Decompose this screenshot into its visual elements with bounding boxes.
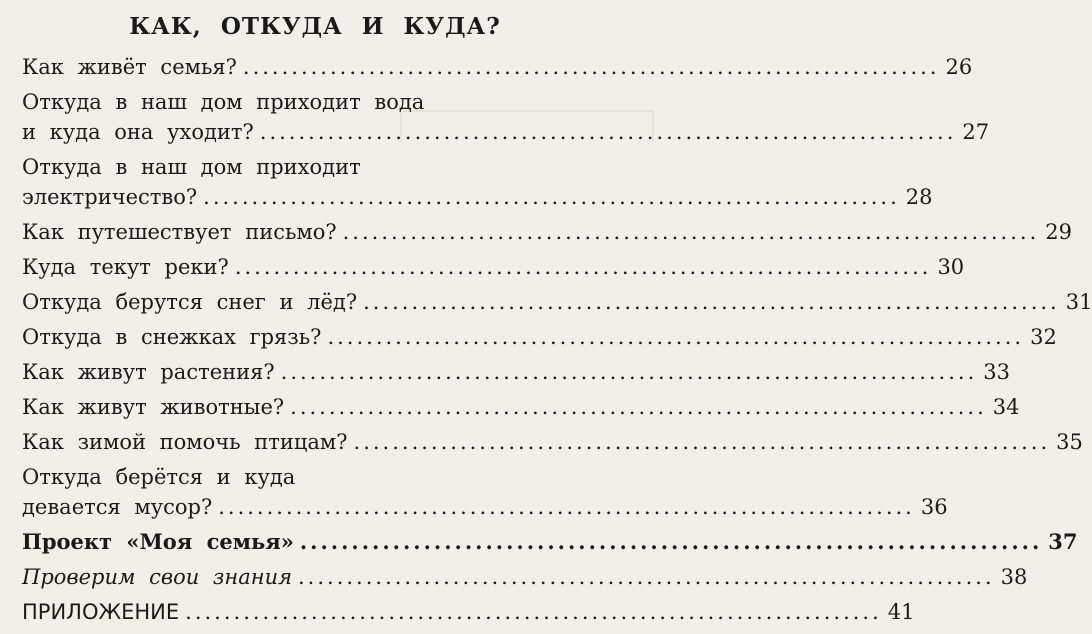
- dot-leader: ........................................................................: [299, 529, 1043, 554]
- section-title: КАК, ОТКУДА И КУДА?: [129, 13, 501, 40]
- toc-page-number: 32: [1030, 325, 1057, 349]
- toc-page-number: 34: [992, 395, 1020, 419]
- dot-leader: ........................................................................: [259, 120, 957, 144]
- toc-entry-label-line-2: девается мусор?: [22, 495, 213, 519]
- toc-entry-label-line-1: Откуда в наш дом приходит вода: [22, 90, 425, 114]
- table-of-contents: [22, 10, 1092, 632]
- toc-entry-label: Как живут растения?: [22, 360, 275, 384]
- toc-page-number: 33: [983, 360, 1010, 384]
- dot-leader: ........................................................................: [218, 495, 915, 519]
- toc-page-number: 36: [920, 495, 948, 519]
- toc-page-number: 28: [905, 185, 933, 209]
- dot-leader: ........................................................................: [280, 360, 978, 384]
- toc-entry-1[interactable]: [22, 52, 973, 82]
- toc-entry-6[interactable]: [22, 287, 1092, 317]
- toc-entry-label: ПРИЛОЖЕНИЕ: [22, 600, 180, 624]
- toc-entry-label: Проект «Моя семья»: [22, 529, 294, 554]
- toc-entry-label: Куда текут реки?: [22, 255, 229, 279]
- toc-entry-label-line-2: и куда она уходит?: [22, 120, 254, 144]
- toc-entry-5[interactable]: [22, 252, 965, 282]
- toc-page-number: 38: [1000, 565, 1028, 589]
- dot-leader: ........................................................................: [203, 185, 900, 209]
- dot-leader: ........................................................................: [353, 430, 1051, 454]
- toc-page-number: 35: [1056, 430, 1083, 454]
- toc-entry-label: Как живёт семья?: [22, 55, 237, 79]
- toc-entry-label: Откуда берутся снег и лёд?: [22, 290, 358, 314]
- toc-entry-label: Как путешествует письмо?: [22, 220, 337, 244]
- toc-entry-label: Как живут животные?: [22, 395, 285, 419]
- toc-entry-label: Как зимой помочь птицам?: [22, 430, 348, 454]
- toc-entry-12[interactable]: [22, 527, 1078, 557]
- dot-leader: ........................................................................: [363, 290, 1060, 314]
- toc-entry-label: Проверим свои знания: [22, 565, 292, 589]
- toc-entry-9[interactable]: [22, 392, 1020, 422]
- toc-entry-label-line-1: Откуда берётся и куда: [22, 465, 296, 489]
- toc-page-number: 37: [1048, 529, 1078, 554]
- toc-entry-3[interactable]: [22, 152, 933, 212]
- toc-entry-11[interactable]: [22, 462, 948, 522]
- toc-entry-label-line-1: Откуда в наш дом приходит: [22, 155, 361, 179]
- toc-page-number: 41: [887, 600, 915, 624]
- toc-entry-4[interactable]: [22, 217, 1072, 247]
- toc-page-number: 27: [962, 120, 990, 144]
- toc-entry-14[interactable]: [22, 597, 915, 627]
- dot-leader: ........................................................................: [290, 395, 987, 419]
- toc-page-number: 31: [1065, 290, 1092, 314]
- dot-leader: ........................................................................: [342, 220, 1040, 244]
- dot-leader: ........................................................................: [242, 55, 940, 79]
- toc-entry-10[interactable]: [22, 427, 1083, 457]
- dot-leader: ........................................................................: [327, 325, 1025, 349]
- toc-page-number: 30: [937, 255, 965, 279]
- toc-entry-2[interactable]: [22, 87, 990, 147]
- toc-page-number: 29: [1045, 220, 1072, 244]
- dot-leader: ........................................................................: [234, 255, 932, 279]
- toc-entry-7[interactable]: [22, 322, 1057, 352]
- toc-entry-label-line-2: электричество?: [22, 185, 198, 209]
- toc-entry-13[interactable]: [22, 562, 1028, 592]
- dot-leader: ........................................................................: [185, 600, 882, 624]
- toc-entry-8[interactable]: [22, 357, 1010, 387]
- dot-leader: ........................................................................: [298, 565, 995, 589]
- toc-page-number: 26: [945, 55, 973, 79]
- toc-entry-label: Откуда в снежках грязь?: [22, 325, 322, 349]
